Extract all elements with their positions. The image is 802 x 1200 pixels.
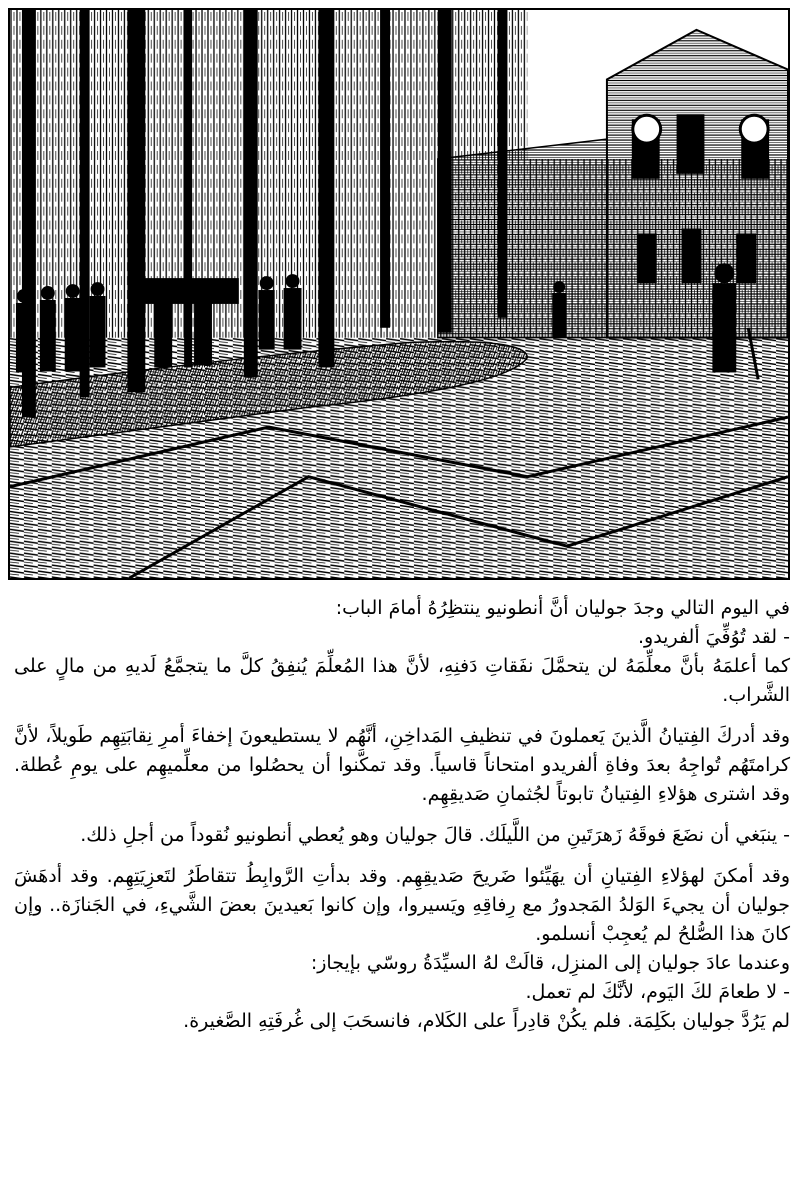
dialogue-2: - ينبَغي أن نضَعَ فوقَهُ زَهرَتَينِ من اللَّيلَك. قالَ جوليان وهو يُعطي أنطونيو نُقوداً من أجلِ ذلك. <box>80 824 790 846</box>
paragraph-5: وعندما عادَ جوليان إلى المنزِل، قالَتْ لهُ السيِّدَةُ روسّي بإيجاز: <box>310 952 790 974</box>
paragraph-1: في اليوم التالي وجدَ جوليان أنَّ أنطونيو ينتظِرُهُ أمامَ الباب: <box>335 597 790 619</box>
dialogue-1: - لقد تُوُفِّيَ ألفريدو. <box>637 626 790 648</box>
funeral-procession-illustration <box>8 8 790 580</box>
paragraph-3: وقد أدركَ الفِتيانُ الَّذينَ يَعملونَ في تنظيفِ المَداخِنِ، أنَّهُم لا يستطيعونَ إخفاءَ أمرِ نِقابَتِهِم طَويلاً، لأنَّ كرامتَهُم تُواجِهُ بعدَ وفاةِ ألفريدو امتحاناً قاسياً. وقد تمكَّنوا أن يحصُلوا من معلِّميهِم على يومِ عُطلة. وقد اشترى هؤلاءِ الفِتيانُ تابوتاً لجُثمانِ صَديقِهِم. <box>14 725 790 805</box>
story-text <box>14 594 790 1036</box>
dialogue-3: - لا طعامَ لكَ اليَوم، لأنَّكَ لم تعمل. <box>525 981 790 1003</box>
paragraph-2: كما أعلمَهُ بأنَّ معلِّمَهُ لن يتحمَّلَ نفَقاتِ دَفنِهِ، لأنَّ هذا المُعلِّمَ يُنفِقُ كلَّ ما يتجمَّعُ لَديهِ من مالٍ على الشَّراب. <box>14 655 790 706</box>
funeral-procession-scene-icon <box>10 10 788 578</box>
paragraph-6: لم يَرُدَّ جوليان بكَلِمَة. فلم يكُنْ قادِراً على الكَلام، فانسحَبَ إلى غُرفَتِهِ الصَّغيرة. <box>183 1010 790 1032</box>
paragraph-4: وقد أمكنَ لهؤلاءِ الفِتيانِ أن يهَيِّئوا ضَريحَ صَديقِهِم. وقد بدأتِ الرَّوابِطُ تتقاطَرُ لتَعزِيَتِهِم. وقد أدهَشَ جوليان أن يجيءَ الوَلدُ المَجدورُ مع رِفاقِهِ ويَسيروا، وإن كانوا بَعيدينَ بعضَ الشَّيءِ، في الجَنازَة.. وإن كانَ هذا الصُّلحُ لم يُعجِبْ أنسلمو. <box>14 865 790 945</box>
